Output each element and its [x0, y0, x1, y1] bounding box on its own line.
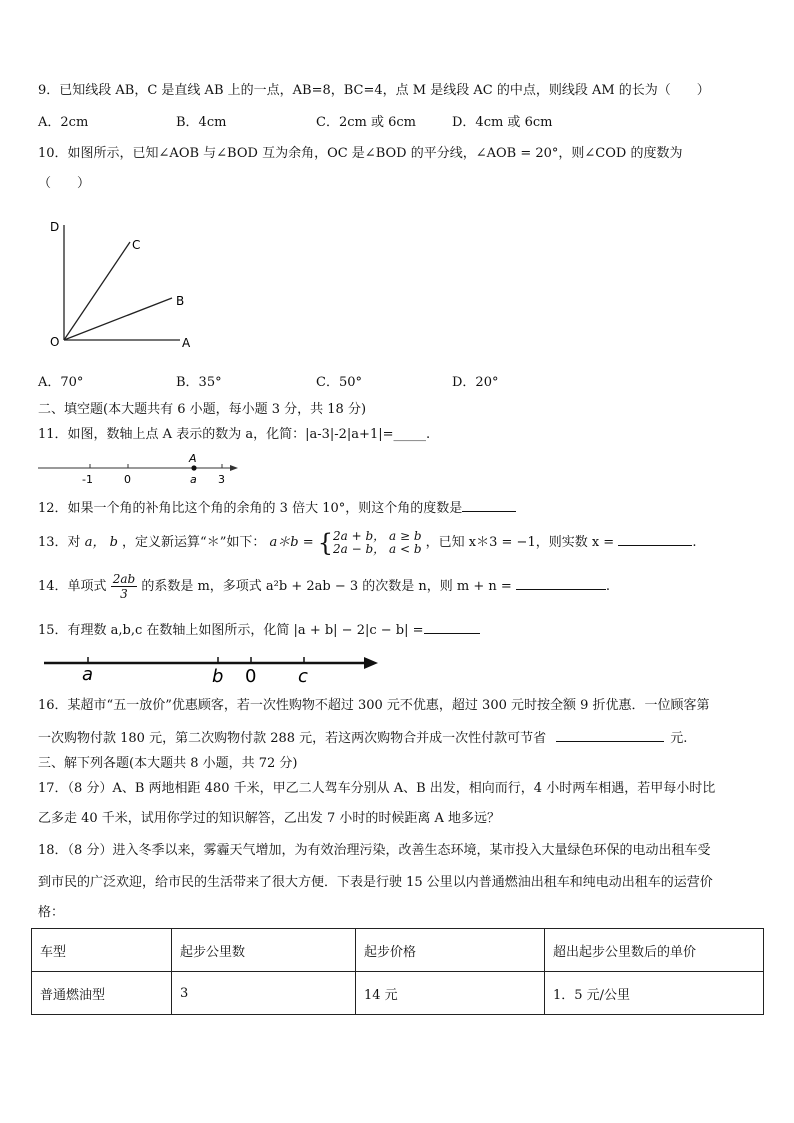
q9-option-c: C．2cm 或 6cm — [316, 115, 416, 130]
table-cell: 14 元 — [356, 972, 545, 1015]
table-header-cell: 起步价格 — [356, 929, 545, 972]
q12-answer-blank — [462, 498, 516, 512]
q16-line2-end: 元. — [670, 731, 688, 746]
q11-number-line — [36, 450, 246, 488]
axis-label-a: a — [82, 664, 94, 685]
label-a: A — [182, 336, 191, 350]
table-cell: 普通燃油型 — [32, 972, 172, 1015]
section-2-heading: 二、填空题(本大题共有 6 小题，每小题 3 分，共 18 分) — [38, 402, 367, 417]
q10-option-d: D．20° — [452, 375, 499, 390]
q15-stem: 15．有理数 a,b,c 在数轴上如图所示，化简 |a + b| − 2|c − b| = — [38, 623, 424, 638]
q13-def: a＊b = — [269, 535, 314, 550]
q16-line2: 一次购物付款 180 元，第二次购物付款 288 元，若这两次购物合并成一次性付款可节省 — [38, 731, 547, 746]
axis-label-b: b — [212, 666, 224, 686]
q16-line1: 16．某超市“五一放价”优惠顾客，若一次性购物不超过 300 元不优惠，超过 300 元时按全额 9 折优惠．一位顾客第 — [38, 698, 710, 713]
q15-number-line — [40, 646, 385, 686]
q14-answer-blank — [516, 576, 606, 590]
q18-line3: 格： — [38, 905, 65, 920]
q17-line2: 乙多走 40 千米，试用你学过的知识解答，乙出发 7 小时的时候距离 A 地多远？ — [38, 811, 500, 826]
q14-end: . — [605, 579, 611, 594]
point-a-label: A — [189, 452, 197, 465]
q9-option-d: D．4cm 或 6cm — [452, 115, 553, 130]
label-c: C — [132, 238, 141, 252]
q10-stem-line1: 10．如图所示，已知∠AOB 与∠BOD 互为余角，OC 是∠BOD 的平分线，∠AOB = 20°，则∠COD 的度数为 — [38, 146, 683, 161]
q16-line2-wrap — [38, 728, 687, 748]
table-header-row — [32, 929, 764, 972]
q10-stem-line2: （ ） — [38, 176, 91, 191]
q10-option-a: A．70° — [38, 375, 84, 390]
q14-frac-denominator: 3 — [120, 587, 128, 601]
table-cell: 1．5 元/公里 — [545, 972, 764, 1015]
q11-stem: 11．如图，数轴上点 A 表示的数为 a，化简：|a-3|-2|a+1|=_____. — [38, 427, 431, 442]
q13-piecewise — [318, 530, 422, 556]
table-header-cell: 起步公里数 — [172, 929, 356, 972]
fare-table — [31, 928, 764, 1015]
q13-end: . — [692, 535, 697, 550]
q14-mid: 的系数是 m，多项式 a²b + 2ab − 3 的次数是 n，则 m + n = — [141, 579, 512, 594]
section-3-heading: 三、解下列各题(本大题共 8 小题，共 72 分) — [38, 756, 298, 771]
q13-line — [38, 528, 696, 558]
table-row — [32, 972, 764, 1015]
label-b: B — [176, 294, 185, 308]
q13-case-2: 2a − b， a < b — [333, 541, 422, 556]
q12-line — [38, 498, 516, 518]
q16-answer-blank — [556, 728, 664, 742]
q10-angle-figure — [40, 215, 210, 355]
q14-prefix: 14．单项式 — [38, 579, 107, 594]
table-header-cell: 超出起步公里数后的单价 — [545, 929, 764, 972]
q18-line1: 18．（8 分）进入冬季以来，雾霾天气增加，为有效治理污染，改善生态环境，某市投入大量绿色环保的电动出租车受 — [38, 843, 711, 858]
q10-option-c: C．50° — [316, 375, 362, 390]
q9-stem: 9．已知线段 AB，C 是直线 AB 上的一点，AB=8，BC=4，点 M 是线段 AC 的中点，则线段 AM 的长为（ ） — [38, 83, 710, 98]
ray-oc — [64, 242, 130, 340]
label-o: O — [50, 335, 60, 349]
q13-given: ，已知 x＊3 = −1，则实数 x = — [425, 535, 615, 550]
point-a-value: a — [190, 473, 197, 486]
table-header-cell: 车型 — [32, 929, 172, 972]
q13-vars: a， b — [84, 535, 118, 550]
q14-line — [38, 570, 610, 604]
q13-answer-blank — [618, 532, 692, 546]
q14-fraction — [111, 572, 137, 601]
axis-label-c: c — [298, 666, 308, 686]
brace-icon: { — [317, 528, 334, 557]
q9-option-a: A．2cm — [38, 115, 89, 130]
table-cell: 3 — [172, 972, 356, 1015]
q10-option-b: B．35° — [176, 375, 222, 390]
q13-prefix: 13．对 — [38, 535, 81, 550]
q15-line — [38, 620, 480, 640]
q15-answer-blank — [424, 620, 480, 634]
tick-0: 0 — [124, 473, 131, 486]
q9-option-b: B．4cm — [176, 115, 227, 130]
tick-neg1: -1 — [82, 473, 93, 486]
q18-line2: 到市民的广泛欢迎，给市民的生活带来了很大方便．下表是行驶 15 公里以内普通燃油出租车和纯电动出租车的运营价 — [38, 875, 713, 890]
q12-stem: 12．如果一个角的补角比这个角的余角的 3 倍大 10°，则这个角的度数是 — [38, 501, 463, 516]
label-d: D — [50, 220, 60, 234]
ray-ob — [64, 298, 172, 340]
q13-mid: ，定义新运算“＊”如下： — [122, 535, 266, 550]
q14-frac-numerator: 2ab — [112, 572, 136, 586]
axis-label-0: 0 — [245, 666, 257, 686]
tick-3: 3 — [218, 473, 225, 486]
q13-case-1: 2a + b， a ≥ b — [333, 528, 422, 543]
q17-line1: 17．（8 分）A、B 两地相距 480 千米，甲乙二人驾车分别从 A、B 出发，相向而行，4 小时两车相遇，若甲每小时比 — [38, 781, 716, 796]
